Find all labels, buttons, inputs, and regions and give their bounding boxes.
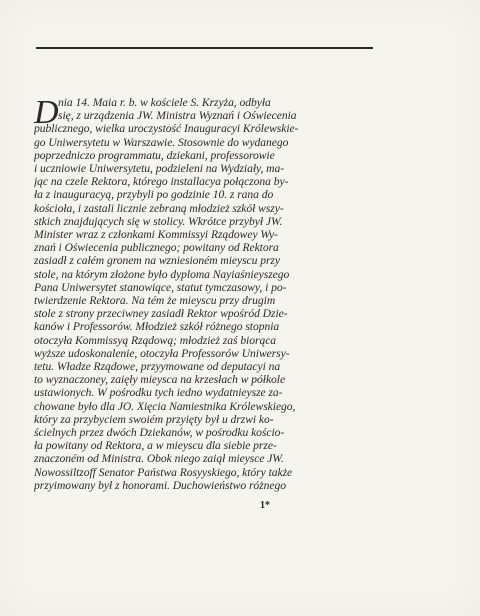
text-line: zasiadł z całém gronem na wzniesioném mieyscu przy bbox=[34, 254, 280, 268]
text-line: kanów i Professorów. Młodzież szkół różnego stopnia bbox=[34, 320, 280, 334]
text-line: ustawionych. W pośrodku tych iedno wydatnieysze za- bbox=[34, 386, 283, 400]
text-line: tetu. Władze Rządowe, przyymowane od deputacyi na bbox=[34, 360, 281, 374]
text-line: ścielnych przez dwóch Dziekanów, w pośrodku kościo- bbox=[34, 426, 285, 440]
text-line: Minister wraz z członkami Kommissyi Rządowey Wy- bbox=[34, 228, 278, 242]
text-line: twierdzenie Rektora. Na tém że mieyscu przy drugim bbox=[34, 294, 276, 308]
text-line: Nowossiltzoff Senator Państwa Rosyyskiego, który także bbox=[34, 465, 293, 479]
text-line: przyimowany był z honorami. Duchowieństwo różnego bbox=[34, 478, 286, 492]
header-rule bbox=[36, 47, 373, 49]
text-line: stole, na którym złożone było dyploma Nayiaśnieyszego bbox=[34, 267, 290, 281]
text-line: stkich znajdujących się w stolicy. Wkrótce przybył JW. bbox=[34, 214, 283, 228]
text-line: jąc na czele Rektora, którego installacya połączona by- bbox=[34, 175, 289, 189]
drop-cap-initial: D bbox=[34, 94, 59, 131]
text-line: znaczoném od Ministra. Obok niego zaiął mieysce JW. bbox=[34, 452, 284, 466]
text-line: chowane było dla JO. Xięcia Namiestnika Królewskiego, bbox=[34, 399, 296, 413]
text-line: nia 14. Maia r. b. w kościele S. Krzyża, odbyła bbox=[58, 96, 271, 109]
text-line: otoczyła Kommissyą Rządową; młodzież zaś biorąca bbox=[34, 333, 277, 347]
text-line: znań i Oświecenia publicznego; powitany od Rektora bbox=[34, 241, 279, 255]
text-line: go Uniwersytetu w Warszawie. Stosownie do wydanego bbox=[34, 135, 289, 149]
text-line: publicznego, wielka uroczystość Inauguracyi Królewskie- bbox=[34, 122, 299, 136]
text-line: się, z urządzenia JW. Ministra Wyznań i Oświecenia bbox=[58, 109, 297, 123]
text-line: ła z inauguracyą, przybyli po godzinie 10. z rana do bbox=[34, 188, 274, 202]
text-line: stole z strony przeciwney zasiadł Rektor wpośród Dzie- bbox=[34, 307, 288, 321]
body-text bbox=[34, 96, 380, 492]
text-line: wyższe udoskonalenie, otoczyła Professorów Uniwersy- bbox=[34, 346, 290, 360]
text-line: Pana Uniwersytet stanowiące, statut tymczasowy, i po- bbox=[34, 280, 287, 294]
page-folio: 1* bbox=[260, 500, 270, 511]
text-line: i uczniowie Uniwersytetu, podzieleni na Wydziały, ma- bbox=[34, 162, 285, 176]
text-line: który za przybyciem swoiém przyięty był u drzwi ko- bbox=[34, 412, 274, 426]
text-line: ła powitany od Rektora, a w mieyscu dla siebie prze- bbox=[34, 439, 277, 453]
text-line: kościoła, i zastali licznie zebraną młodzież szkół wszy- bbox=[34, 201, 284, 215]
text-line: poprzedniczo programmatu, dziekani, professorowie bbox=[34, 148, 275, 162]
text-line: to wyznaczoney, zaięły mieysca na krzesłach w półkole bbox=[34, 373, 286, 387]
